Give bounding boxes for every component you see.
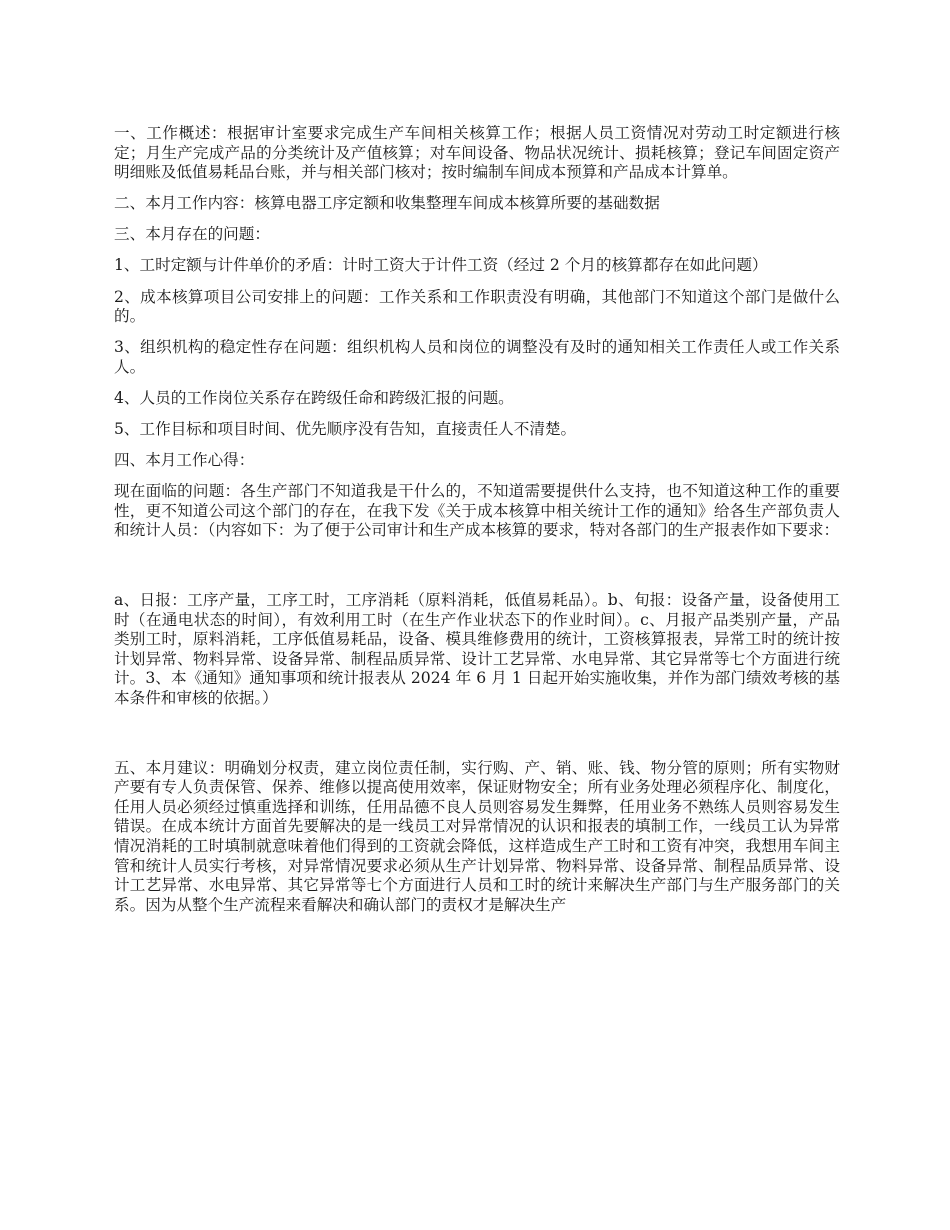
paragraph-monthly-work-content: 二、本月工作内容：核算电器工序定额和收集整理车间成本核算所要的基础数据	[114, 194, 660, 213]
document-body	[114, 124, 840, 915]
problem-item-3: 3、组织机构的稳定性存在问题：组织机构人员和岗位的调整没有及时的通知相关工作责任人或工作关系人。	[114, 338, 840, 376]
problem-item-4: 4、人员的工作岗位关系存在跨级任命和跨级汇报的问题。	[114, 388, 514, 407]
heading-work-insights: 四、本月工作心得：	[114, 451, 255, 470]
problem-item-1: 1、工时定额与计件单价的矛盾：计时工资大于计件工资（经过 2 个月的核算都存在如此问题）	[114, 256, 768, 275]
paragraph-work-overview: 一、工作概述：根据审计室要求完成生产车间相关核算工作；根据人员工资情况对劳动工时定额进行核定；月生产完成产品的分类统计及产值核算；对车间设备、物品状况统计、损耗核算；登记车间固定资产明细账及低值易耗品台账，并与相关部门核对；按时编制车间成本预算和产品成本计算单。	[114, 124, 840, 182]
paragraph-current-problems: 现在面临的问题：各生产部门不知道我是干什么的，不知道需要提供什么支持，也不知道这种工作的重要性，更不知道公司这个部门的存在，在我下发《关于成本核算中相关统计工作的通知》给各生产部负责人和统计人员：（内容如下：为了便于公司审计和生产成本核算的要求，特对各部门的生产报表作如下要求：	[114, 482, 840, 540]
problem-item-5: 5、工作目标和项目时间、优先顺序没有告知，直接责任人不清楚。	[114, 420, 577, 439]
paragraph-report-requirements: a、日报：工序产量，工序工时，工序消耗（原料消耗，低值易耗品）。b、旬报：设备产量，设备使用工时（在通电状态的时间），有效利用工时（在生产作业状态下的作业时间）。c、月报产品类别产量，产品类别工时，原料消耗，工序低值易耗品，设备、模具维修费用的统计，工资核算报表，异常工时的统计按计划异常、物料异常、设备异常、制程品质异常、设计工艺异常、水电异常、其它异常等七个方面进行统计。3、本《通知》通知事项和统计报表从 2024 年 6 月 1 日起开始实施收集，并作为部门绩效考核的基本条件和审核的依据。）	[114, 591, 840, 707]
problem-item-2: 2、成本核算项目公司安排上的问题：工作关系和工作职责没有明确，其他部门不知道这个部门是做什么的。	[114, 287, 840, 326]
paragraph-monthly-suggestions: 五、本月建议：明确划分权责，建立岗位责任制，实行购、产、销、账、钱、物分管的原则；所有实物财产要有专人负责保管、保养、维修以提高使用效率，保证财物安全；所有业务处理必须程序化、制度化，任用人员必须经过慎重选择和训练，任用品德不良人员则容易发生舞弊，任用业务不熟练人员则容易发生错误。在成本统计方面首先要解决的是一线员工对异常情况的认识和报表的填制工作，一线员工认为异常情况消耗的工时填制就意味着他们得到的工资就会降低，这样造成生产工时和工资有冲突，我想用车间主管和统计人员实行考核，对异常情况要求必须从生产计划异常、物料异常、设备异常、制程品质异常、设计工艺异常、水电异常、其它异常等七个方面进行人员和工时的统计来解决生产部门与生产服务部门的关系。因为从整个生产流程来看解决和确认部门的责权才是解决生产	[114, 758, 840, 914]
heading-existing-problems: 三、本月存在的问题：	[114, 225, 270, 244]
